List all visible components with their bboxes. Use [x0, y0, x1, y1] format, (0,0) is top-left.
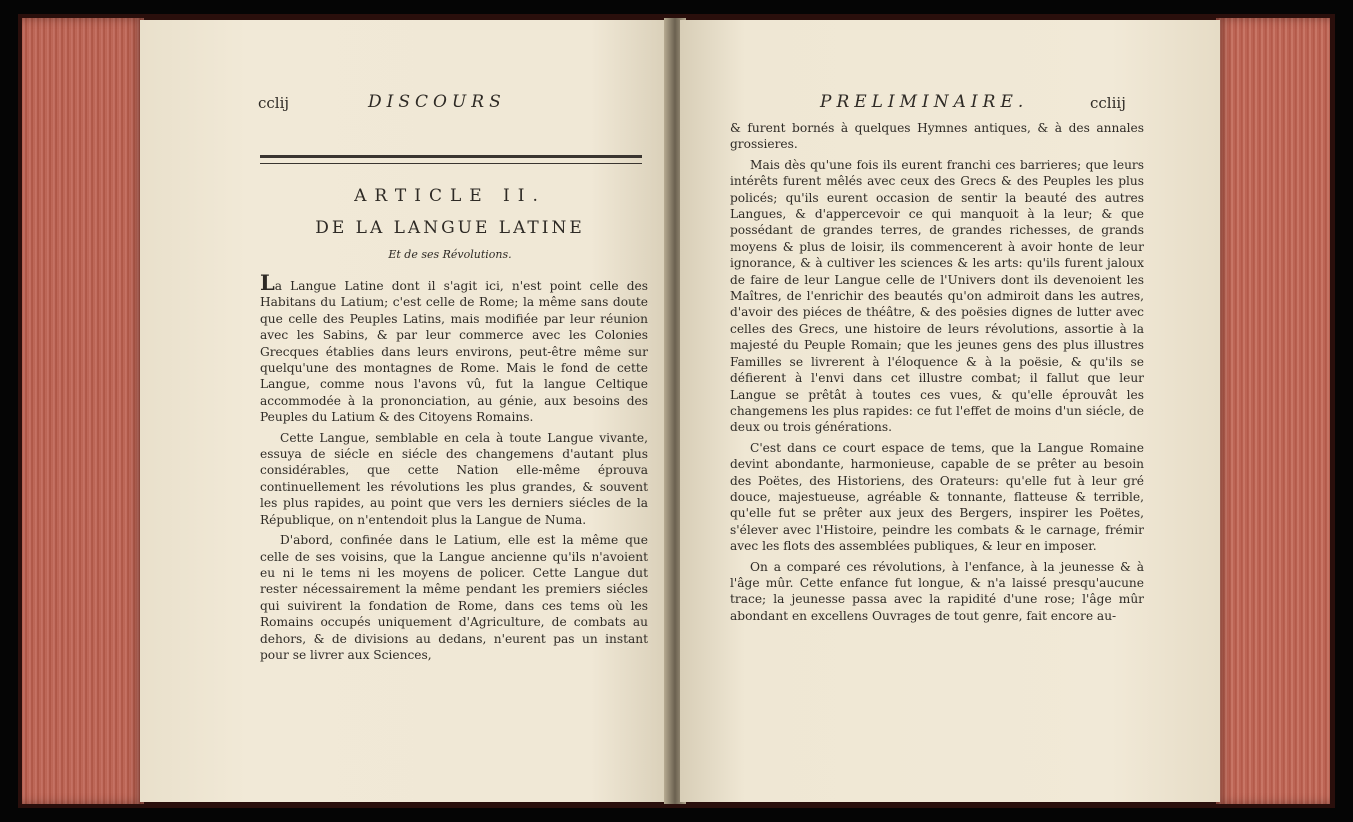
paragraph: C'est dans ce court espace de tems, que la Langue Romaine devint abondante, harmonieuse, capable de se prêter au besoin des Poëtes, des Historiens, des Orateurs: qu'elle fut à leur gré douce, majestueuse, agréable & tonnante, flatteuse & terrible, qu'elle fut se prêter aux jeux des Bergers, inspirer les Poëtes, s'élever avec l'Histoire, peindre les combats & le carnage, frémir avec les flots des assemblées publiques, & leur en imposer. — [730, 440, 1144, 554]
paragraph: Cette Langue, semblable en cela à toute Langue vivante, essuya de siécle en siécle des changemens d'autant plus considérables, que cette Nation elle-même éprouva continuellement les révolutions les plus grandes, & souvent les plus rapides, au point que vers les derniers siécles de la République, on n'entendoit plus la Langue de Numa. — [260, 430, 648, 527]
paragraph: On a comparé ces révolutions, à l'enfance, à la jeunesse & à l'âge mûr. Cette enfance fut longue, & n'a laissé presqu'aucune trace; la jeunesse passa avec la rapidité d'une rose; l'âge mûr abondant en excellens Ouvrages de tout genre, fait encore au- — [730, 559, 1144, 623]
right-page — [680, 20, 1220, 802]
drop-cap: L — [260, 270, 275, 295]
article-subtitle: Et de ses Révolutions. — [388, 248, 512, 261]
left-body — [260, 270, 648, 667]
article-subheading: DE LA LANGUE LATINE — [315, 218, 585, 238]
paragraph: D'abord, confinée dans le Latium, elle est la même que celle de ses voisins, que la Langue ancienne qu'ils n'avoient eu ni le tems ni les moyens de policer. Cette Langue dut rester nécessairement la même pendant les premiers siécles qui suivirent la fondation de Rome, dans ces tems où les Romains occupés uniquement d'Agriculture, de combats au dehors, & de divisions au dedans, n'eurent pas un instant pour se livrer aux Sciences, — [260, 533, 648, 662]
paragraph: La Langue Latine dont il s'agit ici, n'est point celle des Habitans du Latium; c'est celle de Rome; la même sans doute que celle des Peuples Latins, mais modifiée par leur réunion avec les Sabins, & par leur commerce avec les Colonies Grecques établies dans leurs environs, peut-être même sur quelqu'une des montagnes de Rome. Mais le fond de cette Langue, comme nous l'avons vû, fut la langue Celtique accommodée à la prononciation, au génie, aux besoins des Peuples du Latium & des Citoyens Romains. — [260, 270, 648, 425]
running-head: DISCOURS — [368, 92, 506, 112]
page-number: ccliij — [1090, 94, 1126, 112]
title-rule — [260, 155, 642, 164]
running-head: PRELIMINAIRE. — [820, 92, 1029, 112]
left-page — [140, 20, 670, 802]
page-edges-left — [22, 18, 144, 804]
paragraph: & furent bornés à quelques Hymnes antiques, & à des annales grossieres. — [730, 121, 1144, 152]
paragraph: Mais dès qu'une fois ils eurent franchi ces barrieres; que leurs intérêts furent mêlés avec ceux des Grecs & des Peuples les plus policés; qu'ils eurent occasion de sentir la beauté des autres Langues, & d'appercevoir ce qui manquoit à la leur; & que possédant de grandes terres, de grandes richesses, de grands moyens & plus de loisir, ils commencerent à avoir honte de leur ignorance, & à cultiver les sciences & les arts: qu'ils furent jaloux de faire de leur Langue celle de l'Univers dont ils devenoient les Maîtres, de l'enrichir des beautés qu'on admiroit dans les autres, d'avoir des piéces de théâtre, & des poësies dignes de lutter avec celles des Grecs, une histoire de leurs révolutions, assortie à la majesté du Peuple Romain; que les jeunes gens des plus illustres Familles se livrerent à l'éloquence & à la poësie, & qu'ils se défierent à l'envi dans cet illustre combat; il fallut que leur Langue se prêtât à toutes ces vues, & qu'elle éprouvât les changemens les plus rapides: ce fut l'effet de moins d'un siécle, de deux ou trois générations. — [730, 157, 1144, 435]
article-heading: ARTICLE II. — [354, 186, 546, 206]
page-edges-right — [1216, 18, 1330, 804]
right-body — [730, 120, 1144, 628]
page-number: cclij — [258, 94, 290, 112]
